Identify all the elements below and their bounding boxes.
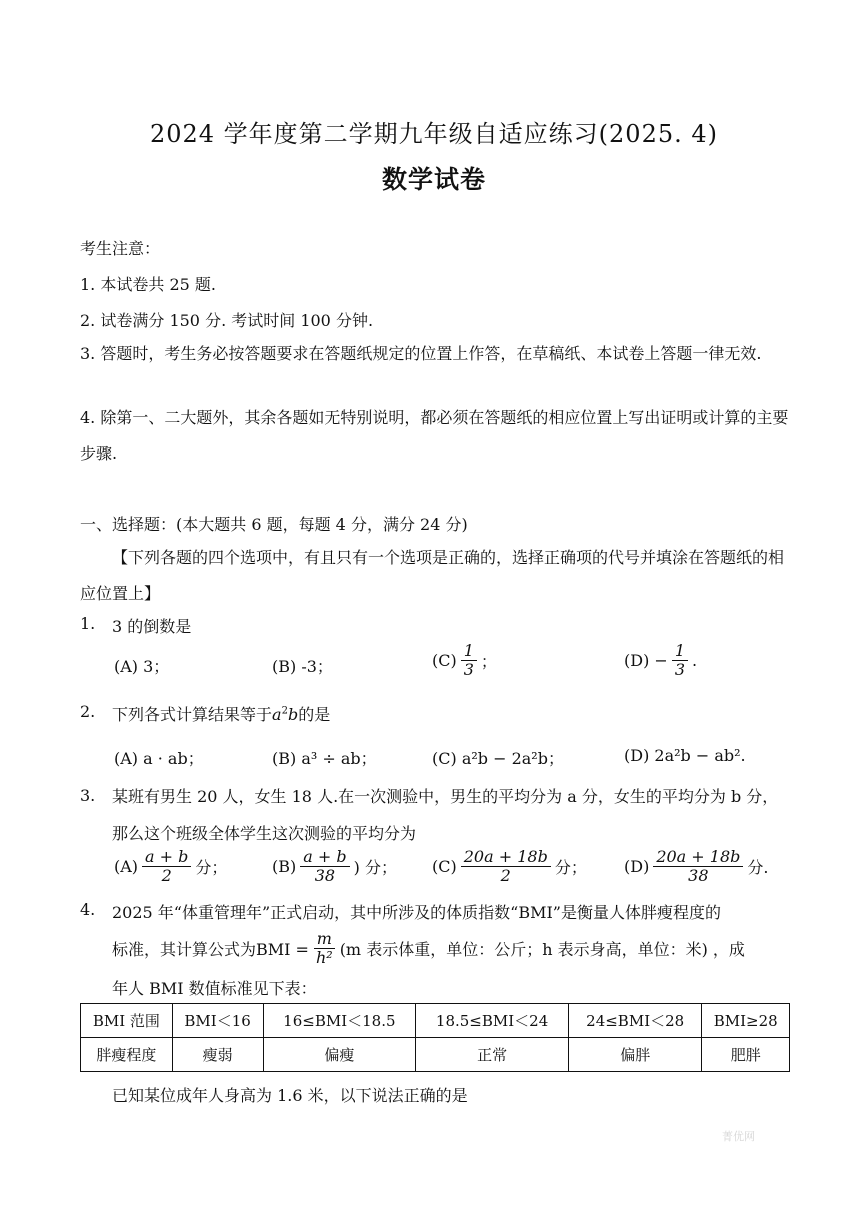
question-text: 3 的倒数是 <box>112 617 192 636</box>
option-c: (C) a²b − 2a²b； <box>432 749 564 768</box>
question-number: 2. <box>80 702 96 721</box>
question-text: 标准，其计算公式为BMI = $\frac{m}{\text{h²}}$ (m 表示体重，单位：公斤；h 表示身高，单位：米) ，成 <box>112 929 745 967</box>
section-instruction: 【下列各题的四个选项中，有且只有一个选项是正确的，选择正确项的代号并填涂在答题纸的相应位置上】 <box>80 548 785 603</box>
table-cell: 18.5≤BMI＜24 <box>416 1004 569 1038</box>
section-heading: 一、选择题：(本大题共 6 题，每题 4 分，满分 24 分) <box>80 515 468 534</box>
table-cell: BMI≥28 <box>702 1004 790 1038</box>
question-text: 年人 BMI 数值标准见下表： <box>112 979 317 998</box>
option-d: (D) $\frac{20a + 18b}{38}$ 分. <box>624 847 769 885</box>
notice-item: 3. 答题时，考生务必按答题要求在答题纸规定的位置上作答，在草稿纸、本试卷上答题一律无效. <box>80 344 762 363</box>
table-row <box>81 1004 790 1038</box>
notice-item: 2. 试卷满分 150 分. 考试时间 100 分钟. <box>80 311 374 330</box>
table-cell: 胖瘦程度 <box>81 1038 173 1072</box>
option-b: (B) -3； <box>272 657 333 676</box>
option-b: (B) a³ ÷ ab； <box>272 749 377 768</box>
watermark: 菁优网 <box>722 1130 755 1143</box>
option-d: (D) 2a²b − ab². <box>624 746 746 765</box>
table-cell: BMI＜16 <box>172 1004 263 1038</box>
exam-subtitle: 数学试卷 <box>381 165 486 194</box>
table-row <box>81 1038 790 1072</box>
table-cell: 16≤BMI＜18.5 <box>263 1004 416 1038</box>
option-b: (B) $\frac{a + b}{38}$ ) 分； <box>272 847 397 885</box>
option-d: (D) − $\frac{1}{3}$ . <box>624 641 698 679</box>
table-cell: 正常 <box>416 1038 569 1072</box>
notice-item: 1. 本试卷共 25 题. <box>80 275 216 294</box>
table-cell: 偏瘦 <box>263 1038 416 1072</box>
option-a: (A) $\frac{a + b}{2}$ 分； <box>114 847 228 885</box>
bmi-table <box>80 1003 790 1072</box>
question-text: 某班有男生 20 人，女生 18 人.在一次测验中，男生的平均分为 a 分，女生的平均分为 b 分，那么这个班级全体学生这次测验的平均分为 <box>112 787 779 843</box>
table-cell: 肥胖 <box>702 1038 790 1072</box>
option-a: (A) a · ab； <box>114 749 204 768</box>
notice-item: 4. 除第一、二大题外，其余各题如无特别说明，都必须在答题纸的相应位置上写出证明或计算的主要步骤. <box>80 408 789 463</box>
option-c: (C) $\frac{20a + 18b}{2}$ 分； <box>432 847 587 885</box>
question-text: 下列各式计算结果等于$a^2b$的是 <box>112 705 331 724</box>
option-c: (C) $\frac{1}{3}$ ； <box>432 641 497 679</box>
table-cell: BMI 范围 <box>81 1004 173 1038</box>
notice-heading: 考生注意： <box>80 239 161 258</box>
question-number: 4. <box>80 900 96 919</box>
question-number: 1. <box>80 614 96 633</box>
option-a: (A) 3； <box>114 657 170 676</box>
question-number: 3. <box>80 786 96 805</box>
table-cell: 偏胖 <box>568 1038 701 1072</box>
question-text: 已知某位成年人身高为 1.6 米，以下说法正确的是 <box>112 1086 468 1105</box>
question-text: 2025 年“体重管理年”正式启动，其中所涉及的体质指数“BMI”是衡量人体胖瘦程度的 <box>112 903 721 922</box>
table-cell: 24≤BMI＜28 <box>568 1004 701 1038</box>
table-cell: 瘦弱 <box>172 1038 263 1072</box>
exam-title: 2024 学年度第二学期九年级自适应练习(2025. 4) <box>149 120 719 148</box>
